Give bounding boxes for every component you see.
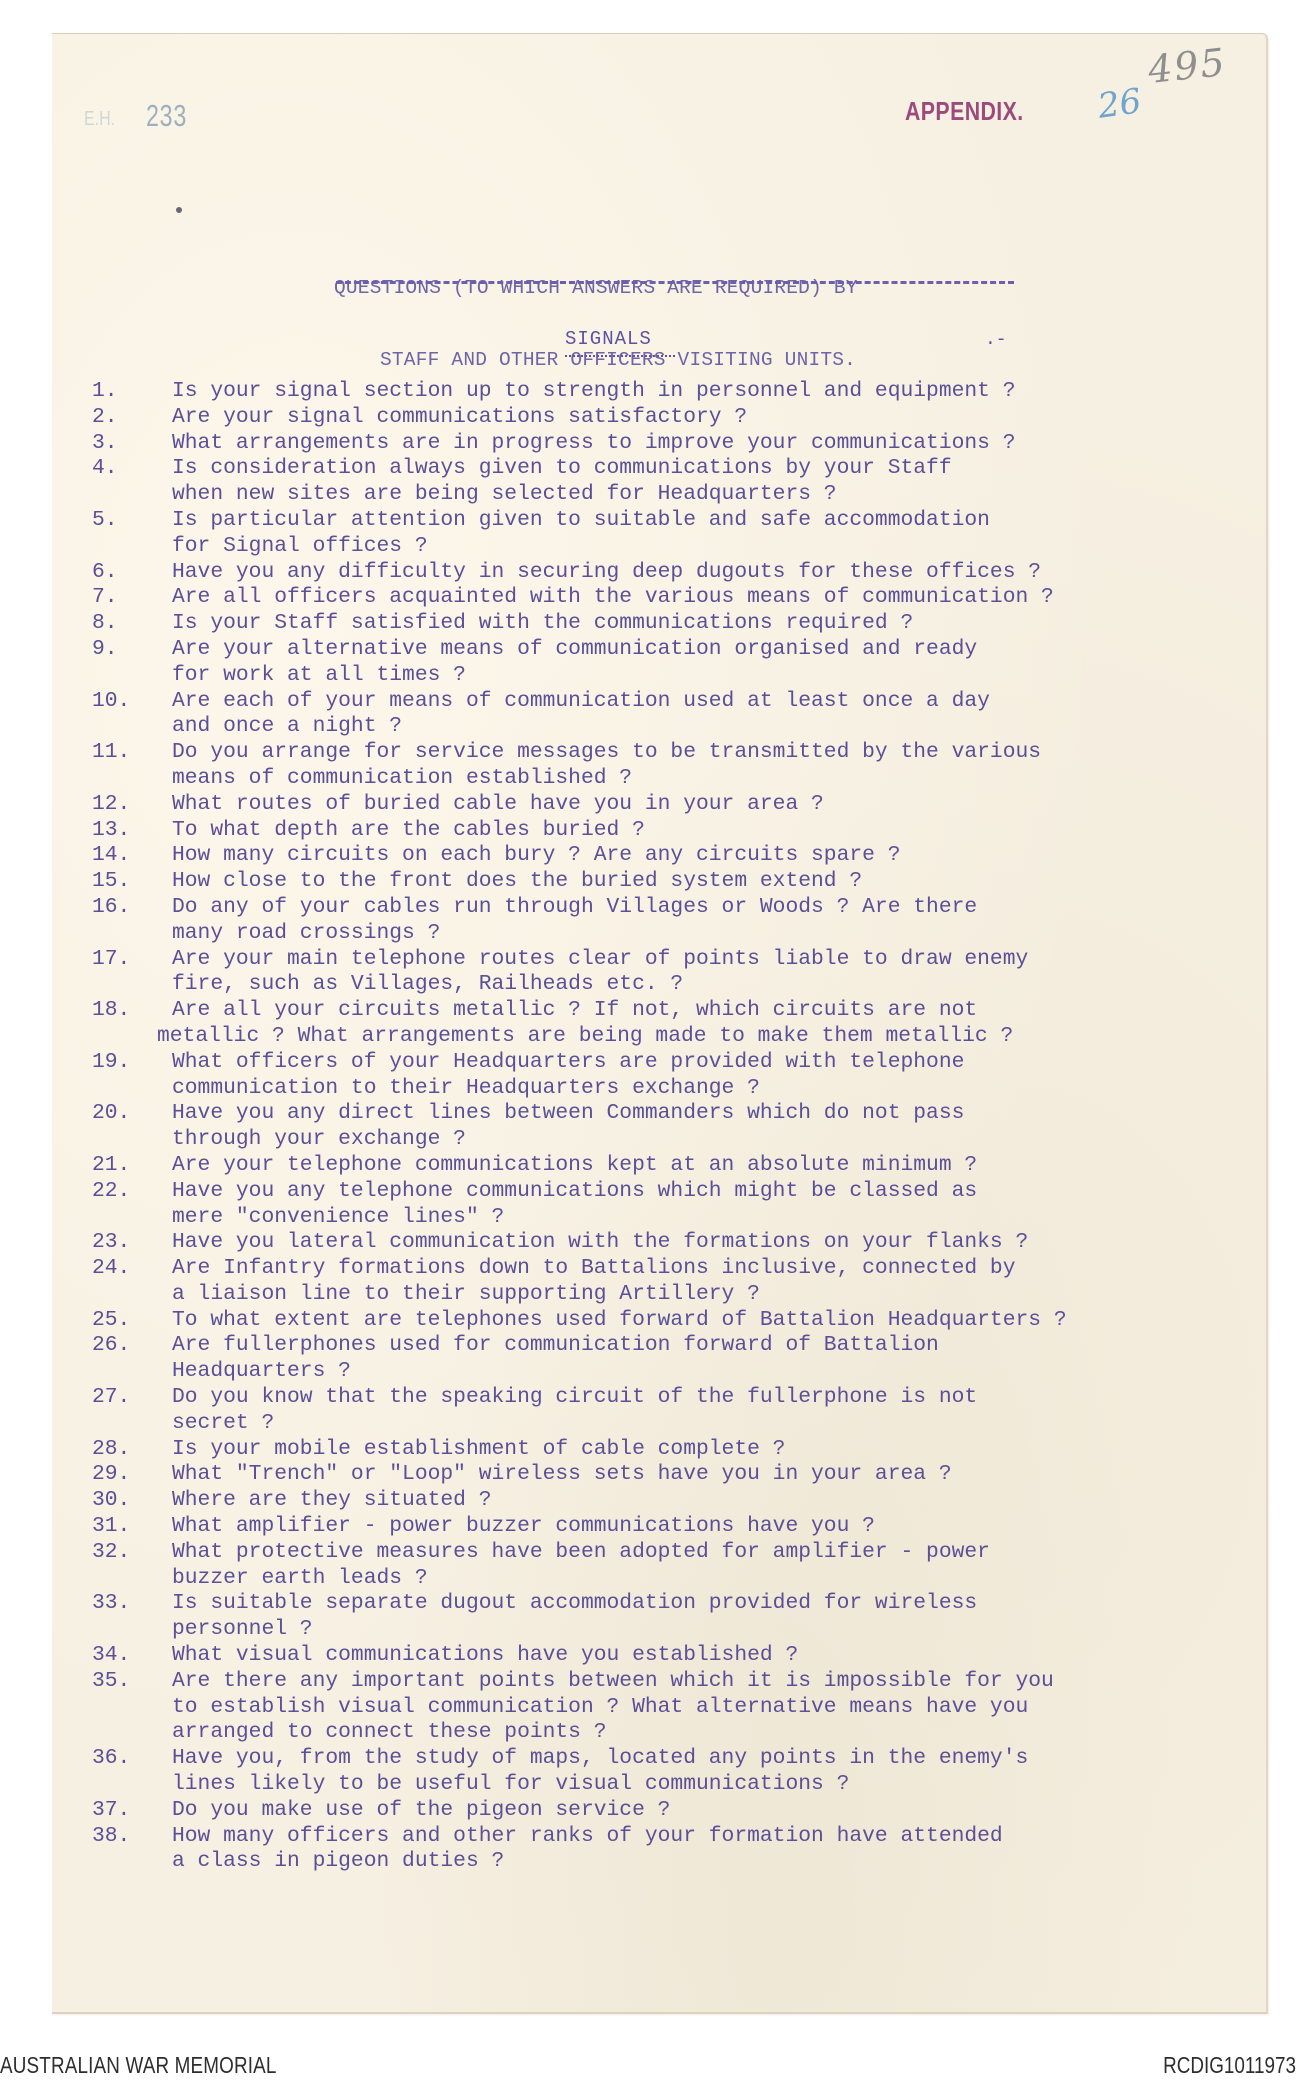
question-text: Have you any telephone communications which might be classed as	[172, 1178, 978, 1203]
question-number: 24.	[92, 1256, 131, 1281]
question-text: Is your Staff satisfied with the communications required ?	[172, 611, 914, 636]
question-text-continuation: lines likely to be useful for visual communications ?	[172, 1772, 850, 1797]
question-text-continuation: to establish visual communication ? What alternative means have you	[172, 1694, 1029, 1719]
question-text: What arrangements are in progress to improve your communications ?	[172, 430, 1016, 455]
question-text-continuation: means of communication established ?	[172, 765, 633, 790]
question-number: 14.	[92, 843, 131, 868]
question-item	[0, 585, 1298, 611]
question-text: How many officers and other ranks of your formation have attended	[172, 1823, 1003, 1848]
question-text: To what depth are the cables buried ?	[172, 817, 645, 842]
question-item	[0, 560, 1298, 586]
question-item	[0, 405, 1298, 431]
question-item	[0, 1798, 1298, 1824]
footer-record-id: RCDIG1011973	[1163, 2052, 1296, 2078]
registry-stamp-prefix: E.H.	[84, 108, 116, 130]
appendix-number-handwritten: 26	[1095, 81, 1144, 127]
question-text: Is suitable separate dugout accommodation provided for wireless	[172, 1591, 978, 1616]
question-text: What officers of your Headquarters are provided with telephone	[172, 1049, 965, 1074]
question-item	[0, 1643, 1298, 1669]
question-text: Are your telephone communications kept at an absolute minimum ?	[172, 1152, 978, 1177]
question-text: What "Trench" or "Loop" wireless sets have you in your area ?	[172, 1462, 952, 1487]
question-text: Are fullerphones used for communication forward of Battalion	[172, 1333, 939, 1358]
question-number: 30.	[92, 1488, 131, 1513]
question-list	[0, 379, 1298, 1875]
question-number: 7.	[92, 585, 118, 610]
question-number: 13.	[92, 817, 131, 842]
question-number: 3.	[92, 430, 118, 455]
question-item	[0, 818, 1298, 844]
question-number: 1.	[92, 379, 118, 403]
question-item	[0, 895, 1298, 947]
question-text: Do you make use of the pigeon service ?	[172, 1797, 671, 1822]
question-number: 28.	[92, 1436, 131, 1461]
question-text: Do any of your cables run through Villages or Woods ? Are there	[172, 894, 978, 919]
question-item	[0, 611, 1298, 637]
question-text: What visual communications have you established ?	[172, 1643, 799, 1668]
question-item	[0, 431, 1298, 457]
question-item	[0, 1462, 1298, 1488]
question-number: 16.	[92, 894, 131, 919]
question-text-continuation: secret ?	[172, 1410, 275, 1435]
question-number: 38.	[92, 1823, 131, 1848]
question-text: Is your signal section up to strength in personnel and equipment ?	[172, 379, 1016, 403]
question-text-continuation: and once a night ?	[172, 714, 403, 739]
question-item	[0, 1824, 1298, 1876]
question-text: Are all your circuits metallic ? If not, which circuits are not	[172, 998, 978, 1023]
question-item	[0, 508, 1298, 560]
question-text: Have you, from the study of maps, located any points in the enemy's	[172, 1746, 1029, 1771]
question-text: Have you any difficulty in securing deep dugouts for these offices ?	[172, 559, 1042, 584]
question-number: 15.	[92, 869, 131, 894]
section-heading: SIGNALS	[565, 328, 652, 350]
question-number: 37.	[92, 1797, 131, 1822]
question-number: 21.	[92, 1152, 131, 1177]
question-text: What amplifier - power buzzer communications have you ?	[172, 1514, 875, 1539]
question-item	[0, 379, 1298, 405]
appendix-stamp: APPENDIX.	[905, 96, 1024, 126]
question-item	[0, 1101, 1298, 1153]
question-number: 22.	[92, 1178, 131, 1203]
question-text-continuation: a liaison line to their supporting Artillery ?	[172, 1281, 760, 1306]
question-item	[0, 792, 1298, 818]
question-item	[0, 1669, 1298, 1746]
question-number: 5.	[92, 507, 118, 532]
question-number: 32.	[92, 1539, 131, 1564]
title-line-1: QUESTIONS (TO WHICH ANSWERS ARE REQUIRED) BY	[334, 277, 858, 299]
question-number: 33.	[92, 1591, 131, 1616]
question-item	[0, 1540, 1298, 1592]
question-item	[0, 1308, 1298, 1334]
question-text: Where are they situated ?	[172, 1488, 492, 1513]
question-text-continuation: buzzer earth leads ?	[172, 1565, 428, 1590]
question-number: 9.	[92, 636, 118, 661]
question-item	[0, 1488, 1298, 1514]
question-item	[0, 1514, 1298, 1540]
footer-institution: AUSTRALIAN WAR MEMORIAL	[0, 2052, 277, 2078]
question-text-continuation: communication to their Headquarters exchange ?	[172, 1075, 760, 1100]
question-number: 11.	[92, 740, 131, 765]
question-number: 31.	[92, 1514, 131, 1539]
question-text: Do you arrange for service messages to be transmitted by the various	[172, 740, 1042, 765]
question-number: 27.	[92, 1385, 131, 1410]
question-text: Is consideration always given to communications by your Staff	[172, 456, 952, 481]
question-item	[0, 1230, 1298, 1256]
question-item	[0, 998, 1298, 1050]
question-text-continuation: through your exchange ?	[172, 1127, 466, 1152]
question-number: 10.	[92, 688, 131, 713]
question-text: What protective measures have been adopted for amplifier - power	[172, 1539, 990, 1564]
question-item	[0, 1591, 1298, 1643]
question-text-continuation: when new sites are being selected for Headquarters ?	[172, 482, 837, 507]
question-item	[0, 456, 1298, 508]
question-number: 8.	[92, 611, 118, 636]
title-line-2: STAFF AND OTHER OFFICERS VISITING UNITS.	[380, 349, 857, 371]
question-text: Are your main telephone routes clear of points liable to draw enemy	[172, 946, 1029, 971]
question-item	[0, 1437, 1298, 1463]
question-text: How close to the front does the buried system extend ?	[172, 869, 863, 894]
question-text: Have you lateral communication with the formations on your flanks ?	[172, 1230, 1029, 1255]
question-text: Are there any important points between which it is impossible for you	[172, 1668, 1054, 1693]
question-item	[0, 740, 1298, 792]
question-item	[0, 1385, 1298, 1437]
question-text-continuation: personnel ?	[172, 1617, 313, 1642]
question-number: 18.	[92, 998, 131, 1023]
question-item	[0, 637, 1298, 689]
question-number: 19.	[92, 1049, 131, 1074]
question-text-continuation: a class in pigeon duties ?	[172, 1849, 505, 1874]
question-text-continuation: for Signal offices ?	[172, 533, 428, 558]
question-text: Do you know that the speaking circuit of the fullerphone is not	[172, 1385, 978, 1410]
question-item	[0, 689, 1298, 741]
question-text: Are Infantry formations down to Battalions inclusive, connected by	[172, 1256, 1016, 1281]
question-text-continuation: for work at all times ?	[172, 662, 466, 687]
question-text: How many circuits on each bury ? Are any circuits spare ?	[172, 843, 901, 868]
section-mark: .-	[985, 330, 1007, 350]
question-item	[0, 869, 1298, 895]
question-text-continuation: Headquarters ?	[172, 1359, 351, 1384]
title-dashed-rule	[336, 281, 1014, 284]
question-number: 2.	[92, 404, 118, 429]
question-text-continuation: many road crossings ?	[172, 920, 441, 945]
question-text: Are your alternative means of communication organised and ready	[172, 636, 978, 661]
question-item	[0, 843, 1298, 869]
question-text-continuation: mere "convenience lines" ?	[172, 1204, 505, 1229]
punch-dot-mark	[176, 207, 182, 213]
question-text-continuation: metallic ? What arrangements are being made to make them metallic ?	[157, 1023, 1014, 1048]
question-number: 36.	[92, 1746, 131, 1771]
question-number: 12.	[92, 791, 131, 816]
question-item	[0, 1256, 1298, 1308]
question-item	[0, 1746, 1298, 1798]
question-text: Have you any direct lines between Commanders which do not pass	[172, 1101, 965, 1126]
folio-number-handwritten: 495	[1145, 40, 1229, 92]
question-number: 4.	[92, 456, 118, 481]
question-number: 20.	[92, 1101, 131, 1126]
question-item	[0, 1153, 1298, 1179]
question-item	[0, 947, 1298, 999]
question-text: What routes of buried cable have you in your area ?	[172, 791, 824, 816]
document-title	[334, 228, 1034, 396]
question-number: 25.	[92, 1307, 131, 1332]
question-number: 29.	[92, 1462, 131, 1487]
question-number: 35.	[92, 1668, 131, 1693]
question-item	[0, 1050, 1298, 1102]
question-item	[0, 1333, 1298, 1385]
question-number: 6.	[92, 559, 118, 584]
question-text: Are each of your means of communication used at least once a day	[172, 688, 990, 713]
question-number: 17.	[92, 946, 131, 971]
section-heading-underline	[565, 355, 675, 357]
question-text: Are all officers acquainted with the various means of communication ?	[172, 585, 1054, 610]
question-text: To what extent are telephones used forward of Battalion Headquarters ?	[172, 1307, 1067, 1332]
question-text: Are your signal communications satisfactory ?	[172, 404, 748, 429]
question-number: 23.	[92, 1230, 131, 1255]
registry-stamp-number: 233	[146, 98, 188, 133]
question-text-continuation: fire, such as Villages, Railheads etc. ?	[172, 972, 684, 997]
question-number: 26.	[92, 1333, 131, 1358]
question-text-continuation: arranged to connect these points ?	[172, 1720, 607, 1745]
question-number: 34.	[92, 1643, 131, 1668]
question-item	[0, 1179, 1298, 1231]
question-text: Is particular attention given to suitable and safe accommodation	[172, 507, 990, 532]
question-text: Is your mobile establishment of cable complete ?	[172, 1436, 786, 1461]
